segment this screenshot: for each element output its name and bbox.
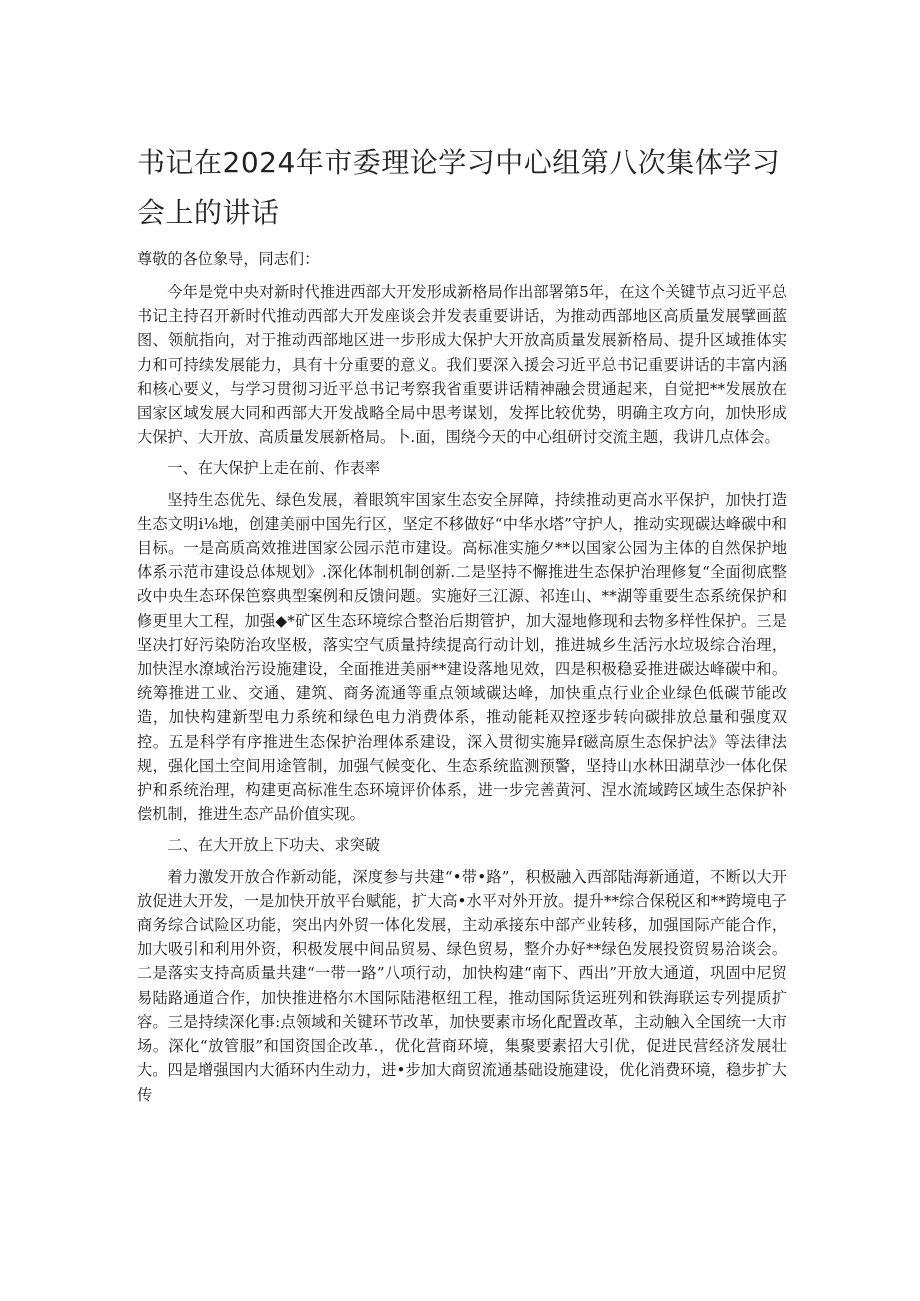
section-paragraph-2: 着力激发开放合作新动能，深度参与共建“•带•路”，积极融入西部陆海新通道，不断以大开放促进大开发，一是加快开放平台赋能，扩大高•水平对外开放。提升**综合保税区和**跨境电子商务综合试险区功能，突出内外贸一体化发展，主动承接东中部产业转移，加强国际产能合作，加大吸引和利用外资，积极发展中间品贸易、绿色贸易，整介办好**绿色发展投资贸易洽谈会。二是落实支持高质量共建“一带一路”八项行动，加快构建“南下、西出”开放大通道，巩固中尼贸易陆路通道合作，加快推进格尔木国际陆港枢纽工程，推动国际货运班列和铁海联运专列提质扩容。三是持续深化事:点领域和关键环节改革，加快要素市场化配置改革，主动触入全国统一大市场。深化“放管服”和国资国企改革.，优化营商环境，集聚要素招大引优，促进民营经济发展壮大。四是增强国内大循环内生动力，进•步加大商贸流通基础设施建设，优化消费环境，稳步扩大传 — [137, 867, 787, 1104]
document-title: 书记在2024年市委理论学习中心组第八次集体学习会上的讲话 — [137, 146, 781, 229]
intro-paragraph: 今年是党中央对新时代推进西部大开发形成新格局作出部署第5年，在这个关键节点习近平总书记主持召开新时代推动西部大开发座谈会并发表重要讲话，为推动西部地区高质量发展擘画蓝图、领航指向，对于推动西部地区进一步形成大保护大开放高质量发展新格局、提升区域推体实力和可持续发展能力，具有十分重要的意义。我们要深入援会习近平总书记重要讲话的丰富内涵和核心要义，与学习贯彻习近平总书记考察我省重要讲话精神融会贯通起来，自觉把**发展放在国家区域发展大同和西部大开发战略全局中思考谋划，发挥比较优势，明确主攻方向，加快形成大保护、大开放、高质量发展新格局。卜.面，围绕今天的中心组研讨交流主题，我讲几点体会。 — [137, 283, 787, 447]
section-heading-1: 一、在大保护上走在前、作表率 — [167, 459, 381, 478]
document-body — [137, 280, 787, 1107]
salutation: 尊敬的各位象导，同志们： — [137, 250, 320, 268]
section-paragraph-1: 坚持生态优先、绿色发展，着眼筑牢国家生态安全屏障，持续推动更高水平保护，加快打造生态文明i⅛地，创建美丽中国先行区，坚定不移做好“中华水塔”守护人，推动实现碳达峰碳中和目标。一是高质高效推进国家公园示范市建设。高标准实施夕**以国家公园为主体的自然保护地体系示范市建设总体规划》.深化体制机制创新.二是坚持不懈推进生态保护治理修复“全面彻底整改中央生态环保笆察典型案例和反馈问题。实施好三江源、祁连山、**湖等重要生态系统保护和修更里大工程，加强◆*矿区生态环境综合整治后期管护，加大湿地修现和去物多样性保护。三是坚决打好污染防治攻坚极，落实空气质量持续提高行动计划，推进城乡生活污水垃圾综合治理，加快涅水潦域治污设施建设，全面推进美丽**建设落地见效，四是积极稳妥推进碳达峰碳中和。统筹推进工业、交通、建筑、商务流通等重点领域碳达峰，加快重点行业企业绿色低碳节能改造，加快构建新型电力系统和绿色电力消费体系，推动能耗双控逐步转向碳排放总量和强度双控。五是科学有序推进生态保护治理体系建设，深入贯彻实施异f磁高原生态保护法》等法律法规，强化国土空间用途管制，加强气候变化、生态系统监测预警，坚持山水林田湖草沙一体化保护和系统治理，构建更高标准生态环境评价体系，进一步完善黄河、涅水流域跨区域生态保护补偿机制，推进生态产品价值实现。 — [137, 490, 787, 824]
section-heading-2: 二、在大开放上下功夫、求突破 — [167, 836, 381, 855]
